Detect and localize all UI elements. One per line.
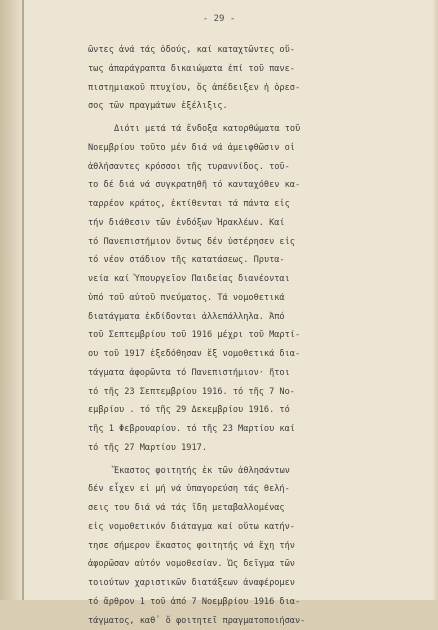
text-line: τάγματα ἀφορῶντα τό Πανεπιστήμιον· ἤτοι (88, 364, 418, 383)
text-line: ου τοῦ 1917 ἐξεδόθησαν ἕξ νομοθετικά δια- (88, 345, 418, 364)
text-line: πιστημιακοῦ πτυχίου, ὅς ἀπέδειξεν ἡ ὁρεσ- (88, 79, 418, 98)
text-line: τό τῆς 23 Σεπτεμβρίου 1916. τό τῆς 7 Νο- (88, 383, 418, 402)
text-line: τήν διάθεσιν τῶν ἐνδόξων Ἡρακλέων. Καί (88, 214, 418, 233)
text-line: τό Πανεπιστήμιον ὄντως δέν ὑστέρησεν εἰς (88, 233, 418, 252)
text-line: σεις του διά νά τάς ἴδη μεταβαλλομένας (88, 499, 418, 518)
text-line: διατάγματα ἐκδίδονται ἀλλεπάλληλα. Ἀπό (88, 308, 418, 327)
text-line: Νοεμβρίου τοῦτο μέν διά νά ἀμειφθῶσιν οἱ (88, 139, 418, 158)
text-line: το δέ διά νά συγκρατηθῆ τό κανταχόθεν κα- (88, 176, 418, 195)
text-line: Ἕκαστος φοιτητής ἐκ τῶν ἀθλησάντων (88, 462, 418, 481)
text-line: ταρρέον κράτος, ἐκτίθενται τά πάντα εἰς (88, 195, 418, 214)
text-line: τησε σήμερον ἕκαστος φοιτητής νά ἔχη τήν (88, 537, 418, 556)
text-line: τως ἀπαράγραπτα δικαιώματα ἐπί τοῦ πανε- (88, 60, 418, 79)
text-line: ἀθλήσαντες κρόσσοι τῆς τυραννίδος. τοῦ- (88, 158, 418, 177)
text-line: τό τῆς 27 Μαρτίου 1917. (88, 439, 418, 458)
page-edge (432, 0, 438, 600)
text-line: τῆς 1 Φεβρουαρίου. τό τῆς 23 Μαρτίου καί (88, 420, 418, 439)
text-line: Διότι μετά τά ἔνδοξα κατορθώματα τοῦ (88, 120, 418, 139)
text-line: τοιούτων χαριστικῶν διατάξεων ἀναφέρομεν (88, 574, 418, 593)
text-line: ῶντες ἀνά τάς ὁδούς, καί καταχτῶντες οὕ- (88, 41, 418, 60)
text-line: ὑπό τοῦ αὐτοῦ πνεύματος. Τά νομοθετικά (88, 289, 418, 308)
text-line: εἰς νομοθετικόν διάταγμα καί οὕτω κατήν- (88, 518, 418, 537)
text-line: τάγματος, καθ᾽ ὅ φοιτητεῖ πραγματοποιήσαν- (88, 612, 418, 630)
page-number: - 29 - (0, 14, 438, 24)
text-line: τό ἄρθρον 1 τοῦ ἀπό 7 Νοεμβρίου 1916 δια- (88, 593, 418, 612)
binding-fold (22, 0, 24, 600)
text-line: ἀφορῶσαν αὐτόν νομοθεσίαν. Ὡς δεῖγμα τῶν (88, 555, 418, 574)
text-line: σος τῶν πραγμάτων ἐξέλιξις. (88, 97, 418, 116)
text-line: τοῦ Σεπτεμβρίου τοῦ 1916 μέχρι τοῦ Μαρτί- (88, 326, 418, 345)
text-line: τό νέον στάδιον τῆς κατατάσεως. Πρυτα- (88, 251, 418, 270)
binding-gutter (0, 0, 24, 600)
text-line: εμβρίου . τό τῆς 29 Δεκεμβρίου 1916. τό (88, 401, 418, 420)
body-text (88, 41, 418, 630)
text-line: δέν εἶχεν εἰ μή νά ὑπαγορεύση τάς θελή- (88, 480, 418, 499)
text-line: νεία καί Ὑπουργεῖον Παιδείας διανέονται (88, 270, 418, 289)
